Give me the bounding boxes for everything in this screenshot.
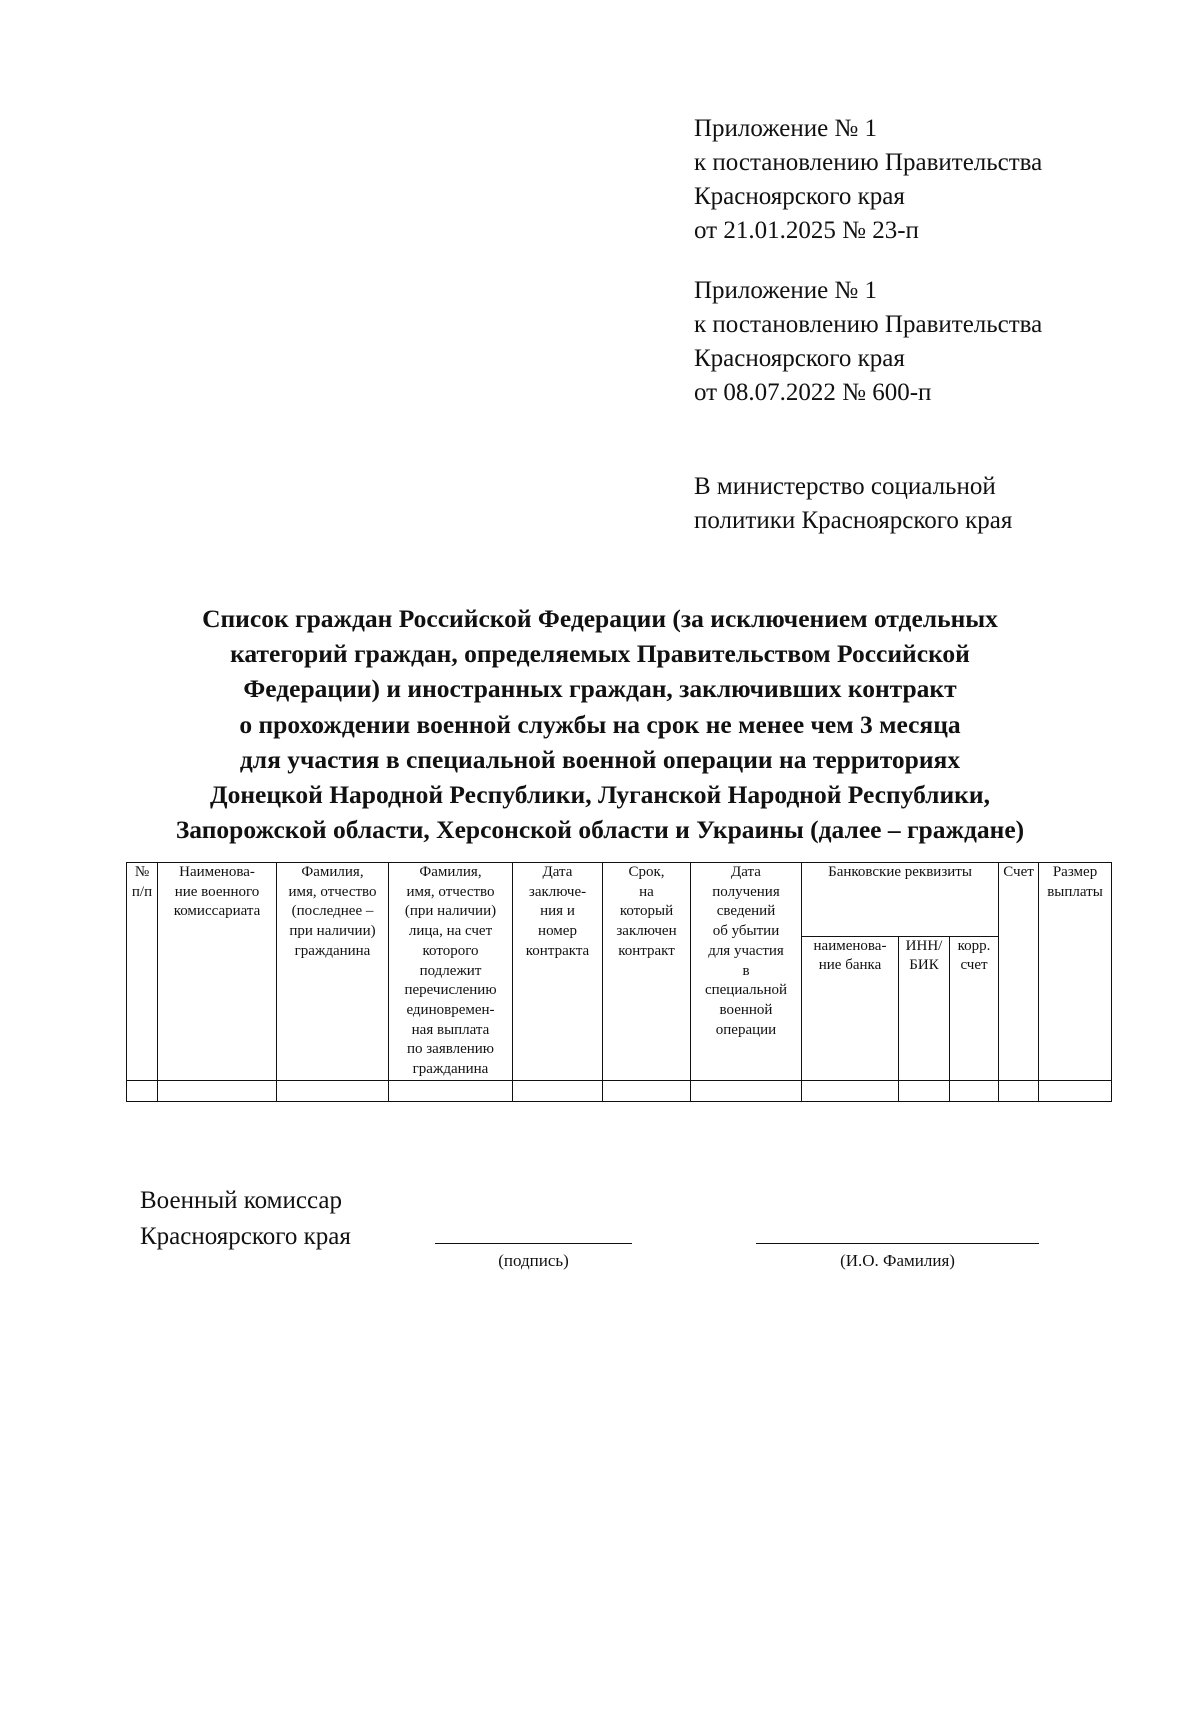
name-line: [756, 1243, 1039, 1244]
table-cell: [513, 1080, 603, 1101]
addressee: [694, 470, 1012, 538]
header-num: № п/п: [127, 863, 158, 1081]
signature-line: [435, 1243, 632, 1244]
signature-block: [140, 1183, 351, 1255]
appendix-line: Красноярского края: [694, 183, 905, 210]
header-inn-bik: ИНН/ БИК: [899, 936, 950, 1080]
title-line: для участия в специальной военной операции на территориях: [239, 744, 961, 774]
title-line: Список граждан Российской Федерации (за исключением отдельных: [202, 604, 998, 633]
header-account: Счет: [999, 863, 1039, 1081]
table-cell: [1039, 1080, 1112, 1101]
table-cell: [277, 1080, 389, 1101]
appendix-current-reference: [694, 112, 1042, 248]
appendix-line: от 08.07.2022 № 600-п: [694, 379, 932, 406]
table-row-empty: [127, 1080, 1112, 1101]
citizens-list-table: [126, 862, 1112, 1102]
signatory-title-line: Военный комиссар: [140, 1187, 342, 1214]
appendix-line: к постановлению Правительства: [694, 311, 1043, 338]
title-line: о прохождении военной службы на срок не менее чем 3 месяца: [239, 709, 961, 739]
header-commissariat: Наименова- ние военного комиссариата: [158, 863, 277, 1081]
table-cell: [389, 1080, 513, 1101]
addressee-line: политики Красноярского края: [694, 507, 1013, 534]
header-bank-details: Банковские реквизиты: [802, 863, 999, 937]
header-contract-term: Срок, на который заключен контракт: [603, 863, 691, 1081]
title-line: Федерации) и иностранных граждан, заключивших контракт: [243, 674, 957, 704]
header-recipient-name: Фамилия, имя, отчество (при наличии) лица, на счет которого подлежит перечислению единовремен- ная выплата по заявлению гражданина: [389, 863, 513, 1081]
table-cell: [802, 1080, 899, 1101]
appendix-line: Красноярского края: [694, 345, 905, 372]
title-line: категорий граждан, определяемых Правительством Российской: [230, 639, 970, 669]
signature-caption: (подпись): [498, 1251, 569, 1270]
header-corr-account: корр. счет: [950, 936, 999, 1080]
header-departure-date: Дата получения сведений об убытии для участия в специальной военной операции: [691, 863, 802, 1081]
appendix-line: от 21.01.2025 № 23-п: [694, 217, 919, 244]
name-caption: (И.О. Фамилия): [840, 1251, 955, 1270]
title-line: Донецкой Народной Республики, Луганской Народной Республики,: [210, 780, 990, 810]
appendix-line: к постановлению Правительства: [694, 149, 1043, 176]
table-cell: [950, 1080, 999, 1101]
appendix-previous-reference: [694, 274, 1042, 410]
table-cell: [899, 1080, 950, 1101]
header-contract-date: Дата заключе- ния и номер контракта: [513, 863, 603, 1081]
table-cell: [691, 1080, 802, 1101]
header-payment-amount: Размер выплаты: [1039, 863, 1112, 1081]
table-cell: [603, 1080, 691, 1101]
appendix-line: Приложение № 1: [694, 115, 878, 142]
appendix-line: Приложение № 1: [694, 277, 878, 304]
addressee-line: В министерство социальной: [694, 473, 996, 500]
table-cell: [158, 1080, 277, 1101]
title-line: Запорожской области, Херсонской области и Украины (далее – граждане): [175, 815, 1025, 845]
table-cell: [127, 1080, 158, 1101]
header-bank-name: наименова- ние банка: [802, 936, 899, 1080]
table-header-row: [127, 863, 1112, 937]
table-cell: [999, 1080, 1039, 1101]
header-citizen-name: Фамилия, имя, отчество (последнее – при наличии) гражданина: [277, 863, 389, 1081]
document-title: [130, 601, 1070, 847]
signatory-title-line: Красноярского края: [140, 1223, 351, 1250]
